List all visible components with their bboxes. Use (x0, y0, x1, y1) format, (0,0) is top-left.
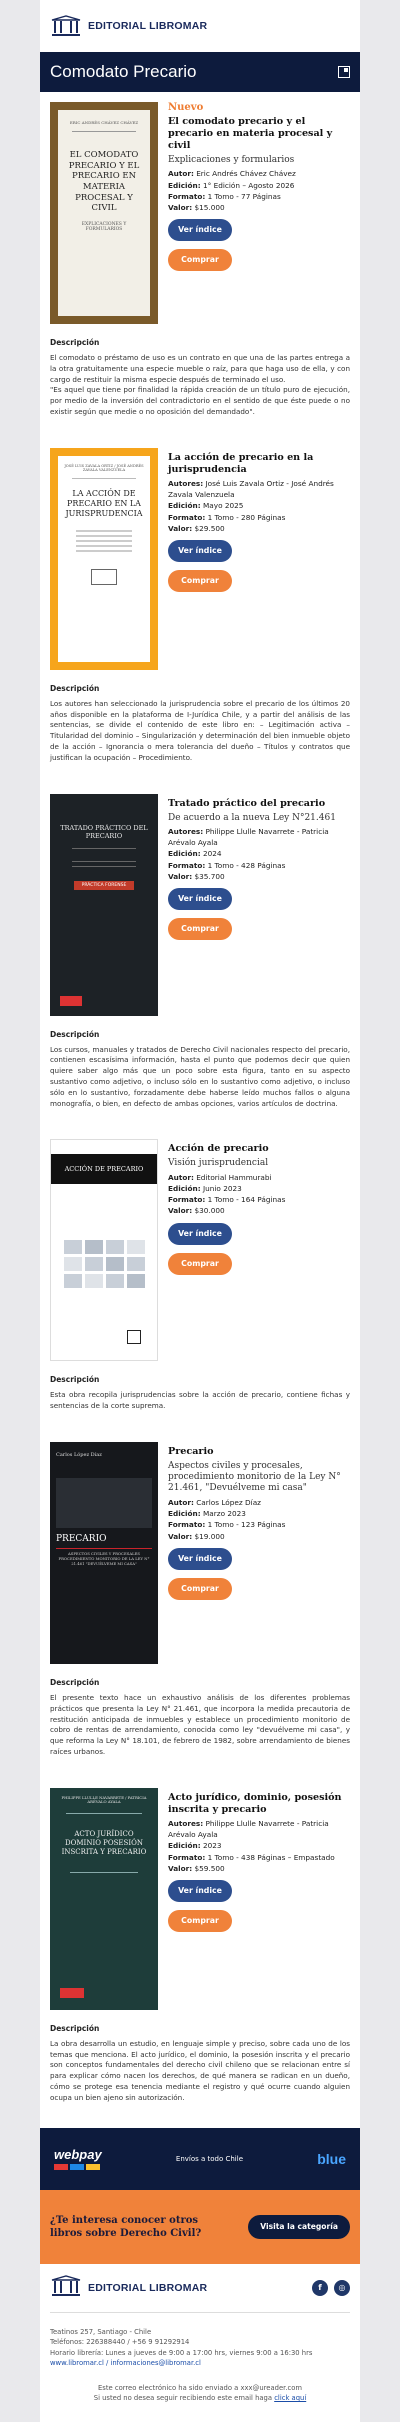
book-description: Los cursos, manuales y tratados de Derecho Civil nacionales respecto del precario, contienen escasísima información, hasta el punto que podemos decir que quien quiere saber algo más que un poco sobre esta figura, tanto en su aspecto sustantivo como adjetivo, o incluso sólo en lo sustantivo como adjetivo, o incluso sólo en lo sustantivo, forzadamente debe haberse leído muchos fallos o alguna monografía, o bien, en defecto de ambas opciones, varios artículos de doctrina. (50, 1044, 350, 1108)
cover-subtitle: ASPECTOS CIVILES Y PROCESALES PROCEDIMIENTO MONITORIO DE LA LEY N° 21.461 "DEVUÉLVEME MI CASA" (58, 1551, 150, 1566)
view-index-button[interactable]: Ver índice (168, 888, 232, 910)
cover-author: Carlos López Díaz (56, 1451, 102, 1458)
cover-title: ACTO JURÍDICO DOMINIO POSESIÓN INSCRITA Y PRECARIO (61, 1830, 147, 1856)
book-item (40, 422, 360, 768)
cover-title: LA ACCIÓN DE PRECARIO EN LA JURISPRUDENCIA (65, 488, 143, 518)
shipping-banner[interactable] (40, 2128, 360, 2190)
book-title[interactable]: La acción de precario en la jurisprudencia (168, 451, 314, 475)
book-description: El presente texto hace un exhaustivo análisis de los diferentes problemas prácticos que presenta la Ley N° 21.461, que incorpora la medida precautoria de restitución anticipada de inmuebles y establece un procedimiento monitorio de cobro de rentas de arrendamiento, conocida como ley "devuélveme mi casa", y que reforma la Ley N° 18.101, de febrero de 1982, sobre arrendamiento de bienes raíces urbanos. (50, 1692, 350, 1756)
web-email-links[interactable]: www.libromar.cl / informaciones@libromar.cl (50, 2359, 201, 2368)
book-title[interactable]: Acto jurídico, dominio, posesión inscrita y precario (168, 1791, 342, 1815)
description-heading: Descripción (50, 2023, 100, 2033)
page-header (40, 52, 360, 92)
book-meta: Autor: Eric Andrés Chávez Chávez Edición: 1° Edición – Agosto 2026 Formato: 1 Tomo - 77 Páginas Valor: $15.000 (168, 169, 296, 213)
webpay-logo: webpay (54, 2147, 102, 2162)
cover-title: TRATADO PRÁCTICO DEL PRECARIO (60, 823, 148, 840)
shipping-text: Envíos a todo Chile (175, 2154, 244, 2163)
book-meta: Autor: Carlos López Díaz Edición: Marzo 2023 Formato: 1 Tomo - 123 Páginas Valor: $19.000 (168, 1497, 286, 1541)
book-description: Esta obra recopila jurisprudencias sobre la acción de precario, contiene fichas y sentencias de la corte suprema. (50, 1390, 350, 1411)
phones: Teléfonos: 226388440 / +56 9 91292914 (50, 2338, 190, 2347)
buy-button[interactable]: Comprar (168, 918, 232, 940)
book-meta: Autores: Philippe Llulle Navarrete - Patricia Arévalo Ayala Edición: 2023 Formato: 1 Tomo - 438 Páginas – Empastado Valor: $59.500 (168, 1818, 335, 1873)
legal-notice (50, 2383, 350, 2412)
footer (40, 2264, 360, 2422)
book-meta: Autores: José Luis Zavala Ortiz - José Andrés Zavala Valenzuela Edición: Mayo 2025 Formato: 1 Tomo - 280 Páginas Valor: $29.500 (168, 478, 334, 533)
book-item (40, 768, 360, 1114)
book-item (40, 1416, 360, 1762)
buy-button[interactable]: Comprar (168, 1578, 232, 1600)
description-heading: Descripción (50, 1375, 100, 1385)
cover-author: JOSÉ LUIS ZAVALA ORTIZ / JOSÉ ANDRÉS ZAVALA VALENZUELA (64, 463, 144, 473)
book-description: El comodato o préstamo de uso es un contrato en que una de las partes entrega a la otra gratuitamente una especie mueble o raíz, para que haga uso de ella, y con cargo de restituir la misma especie después de terminado el uso. "Es aquel que tiene por finalidad la rápida creación de un título puro de ejecución, por medio de la inversión del contradictorio en el sentido de que éste puede o no existir según que medie o no oposición del demandado". (50, 353, 350, 416)
facebook-icon[interactable]: f (312, 2280, 328, 2296)
cover-author: PHILIPPE LLULLE NAVARRETE / PATRICIA ARÉVALO AYALA (61, 1794, 147, 1805)
buy-button[interactable]: Comprar (168, 570, 232, 592)
unsubscribe-text: Si usted no desea seguir recibiendo este email haga (93, 2394, 275, 2403)
instagram-icon[interactable]: ◎ (334, 2280, 350, 2296)
view-index-button[interactable]: Ver índice (168, 1548, 232, 1570)
cover-title: ACCIÓN DE PRECARIO (64, 1165, 144, 1174)
brand-name: EDITORIAL LIBROMAR (88, 20, 208, 32)
buy-button[interactable]: Comprar (168, 249, 232, 271)
cover-title: EL COMODATO PRECARIO Y EL PRECARIO EN MATERIA PROCESAL Y CIVIL (68, 150, 140, 214)
book-subtitle: Aspectos civiles y procesales, procedimiento monitorio de la Ley N° 21.461, "Devuélveme mi casa" (168, 1460, 341, 1494)
cover-author: ERIC ANDRÉS CHÁVEZ CHÁVEZ (69, 120, 139, 125)
book-subtitle: Visión jurisprudencial (168, 1158, 269, 1169)
description-heading: Descripción (50, 1029, 100, 1039)
social-links (312, 2280, 350, 2296)
address: Teatinos 257, Santiago - Chile (50, 2327, 152, 2336)
top-brand-bar (40, 0, 360, 52)
book-cover-image[interactable] (50, 102, 158, 324)
libromar-logo-icon[interactable] (50, 14, 82, 38)
email-container (40, 0, 360, 2422)
cover-title: PRECARIO (56, 1534, 107, 1545)
book-item (40, 1113, 360, 1416)
contact-info (50, 2327, 350, 2369)
category-cta (40, 2190, 360, 2264)
unsubscribe-link[interactable]: click aquí (274, 2394, 307, 2403)
book-subtitle: Explicaciones y formularios (168, 154, 295, 165)
book-cover-image[interactable] (50, 794, 158, 1016)
sent-to-text: Este correo electrónico ha sido enviado a xxx@ureader.com (98, 2383, 302, 2392)
book-description: Los autores han seleccionado la jurisprudencia sobre el precario de los últimos 20 años disponible en la plataforma de I-Jurídica Chile, y a partir del análisis de las sentencias, se divide el contenido de este libro en: – Legitimación activa – Titularidad del dominio – Singularización y determinación del bien inmueble objeto de la acción – Ignorancia o mera tolerancia del dueño – Títulos y contratos que justifican la ocupación – Procedimiento. (50, 698, 350, 762)
description-heading: Descripción (50, 683, 100, 693)
view-index-button[interactable]: Ver índice (168, 540, 232, 562)
buy-button[interactable]: Comprar (168, 1253, 232, 1275)
description-heading: Descripción (50, 1677, 100, 1687)
book-cover-image[interactable] (50, 448, 158, 670)
page-title: Comodato Precario (50, 62, 197, 81)
cover-subtitle: PRÁCTICA FORENSE (74, 881, 135, 890)
view-index-button[interactable]: Ver índice (168, 219, 232, 241)
brand-name: EDITORIAL LIBROMAR (88, 2281, 208, 2294)
book-description: La obra desarrolla un estudio, en lenguaje simple y preciso, sobre cada uno de los temas que menciona. El acto jurídico, el dominio, la posesión inscrita y el precario son conceptos fundamentales del derecho civil chileno que se relacionan entre sí para explicar cómo nacen los derechos, de qué manera se radican en un dueño, cómo se protege esa tenencia mediante el registro y qué ocurre cuando alguien ocupa un bien ajeno sin autorización. (50, 2038, 350, 2102)
description-heading: Descripción (50, 338, 100, 347)
book-cover-image[interactable] (50, 1788, 158, 2010)
book-cover-image[interactable] (50, 1442, 158, 1664)
new-badge: Nuevo (168, 102, 204, 113)
view-index-button[interactable]: Ver índice (168, 1223, 232, 1245)
book-meta: Autor: Editorial Hammurabi Edición: Junio 2023 Formato: 1 Tomo - 164 Páginas Valor: $30.000 (168, 1172, 286, 1216)
book-item (40, 1762, 360, 2108)
book-subtitle: De acuerdo a la nueva Ley N°21.461 (168, 812, 336, 823)
view-index-button[interactable]: Ver índice (168, 1880, 232, 1902)
cta-question: ¿Te interesa conocer otros libros sobre Derecho Civil? (50, 2214, 202, 2239)
carrier-logo: blue (317, 2150, 346, 2167)
libromar-logo-icon[interactable] (50, 2274, 82, 2302)
book-title[interactable]: Tratado práctico del precario (168, 797, 326, 809)
hours: Horario librería: Lunes a jueves de 9:00 a 17:00 hrs, viernes 9:00 a 16:30 hrs (50, 2348, 313, 2357)
book-item (40, 92, 360, 422)
book-meta: Autores: Philippe Llulle Navarrete - Patricia Arévalo Ayala Edición: 2024 Formato: 1 Tomo - 428 Páginas Valor: $35.700 (168, 826, 329, 881)
cover-subtitle: EXPLICACIONES Y FORMULARIOS (81, 221, 127, 233)
book-cover-image[interactable] (50, 1139, 158, 1361)
window-icon (338, 66, 350, 78)
buy-button[interactable]: Comprar (168, 1910, 232, 1932)
book-title[interactable]: Acción de precario (168, 1143, 269, 1155)
book-title[interactable]: Precario (168, 1445, 214, 1457)
book-title[interactable]: El comodato precario y el precario en materia procesal y civil (168, 116, 333, 151)
visit-category-button[interactable]: Visita la categoría (248, 2215, 350, 2239)
